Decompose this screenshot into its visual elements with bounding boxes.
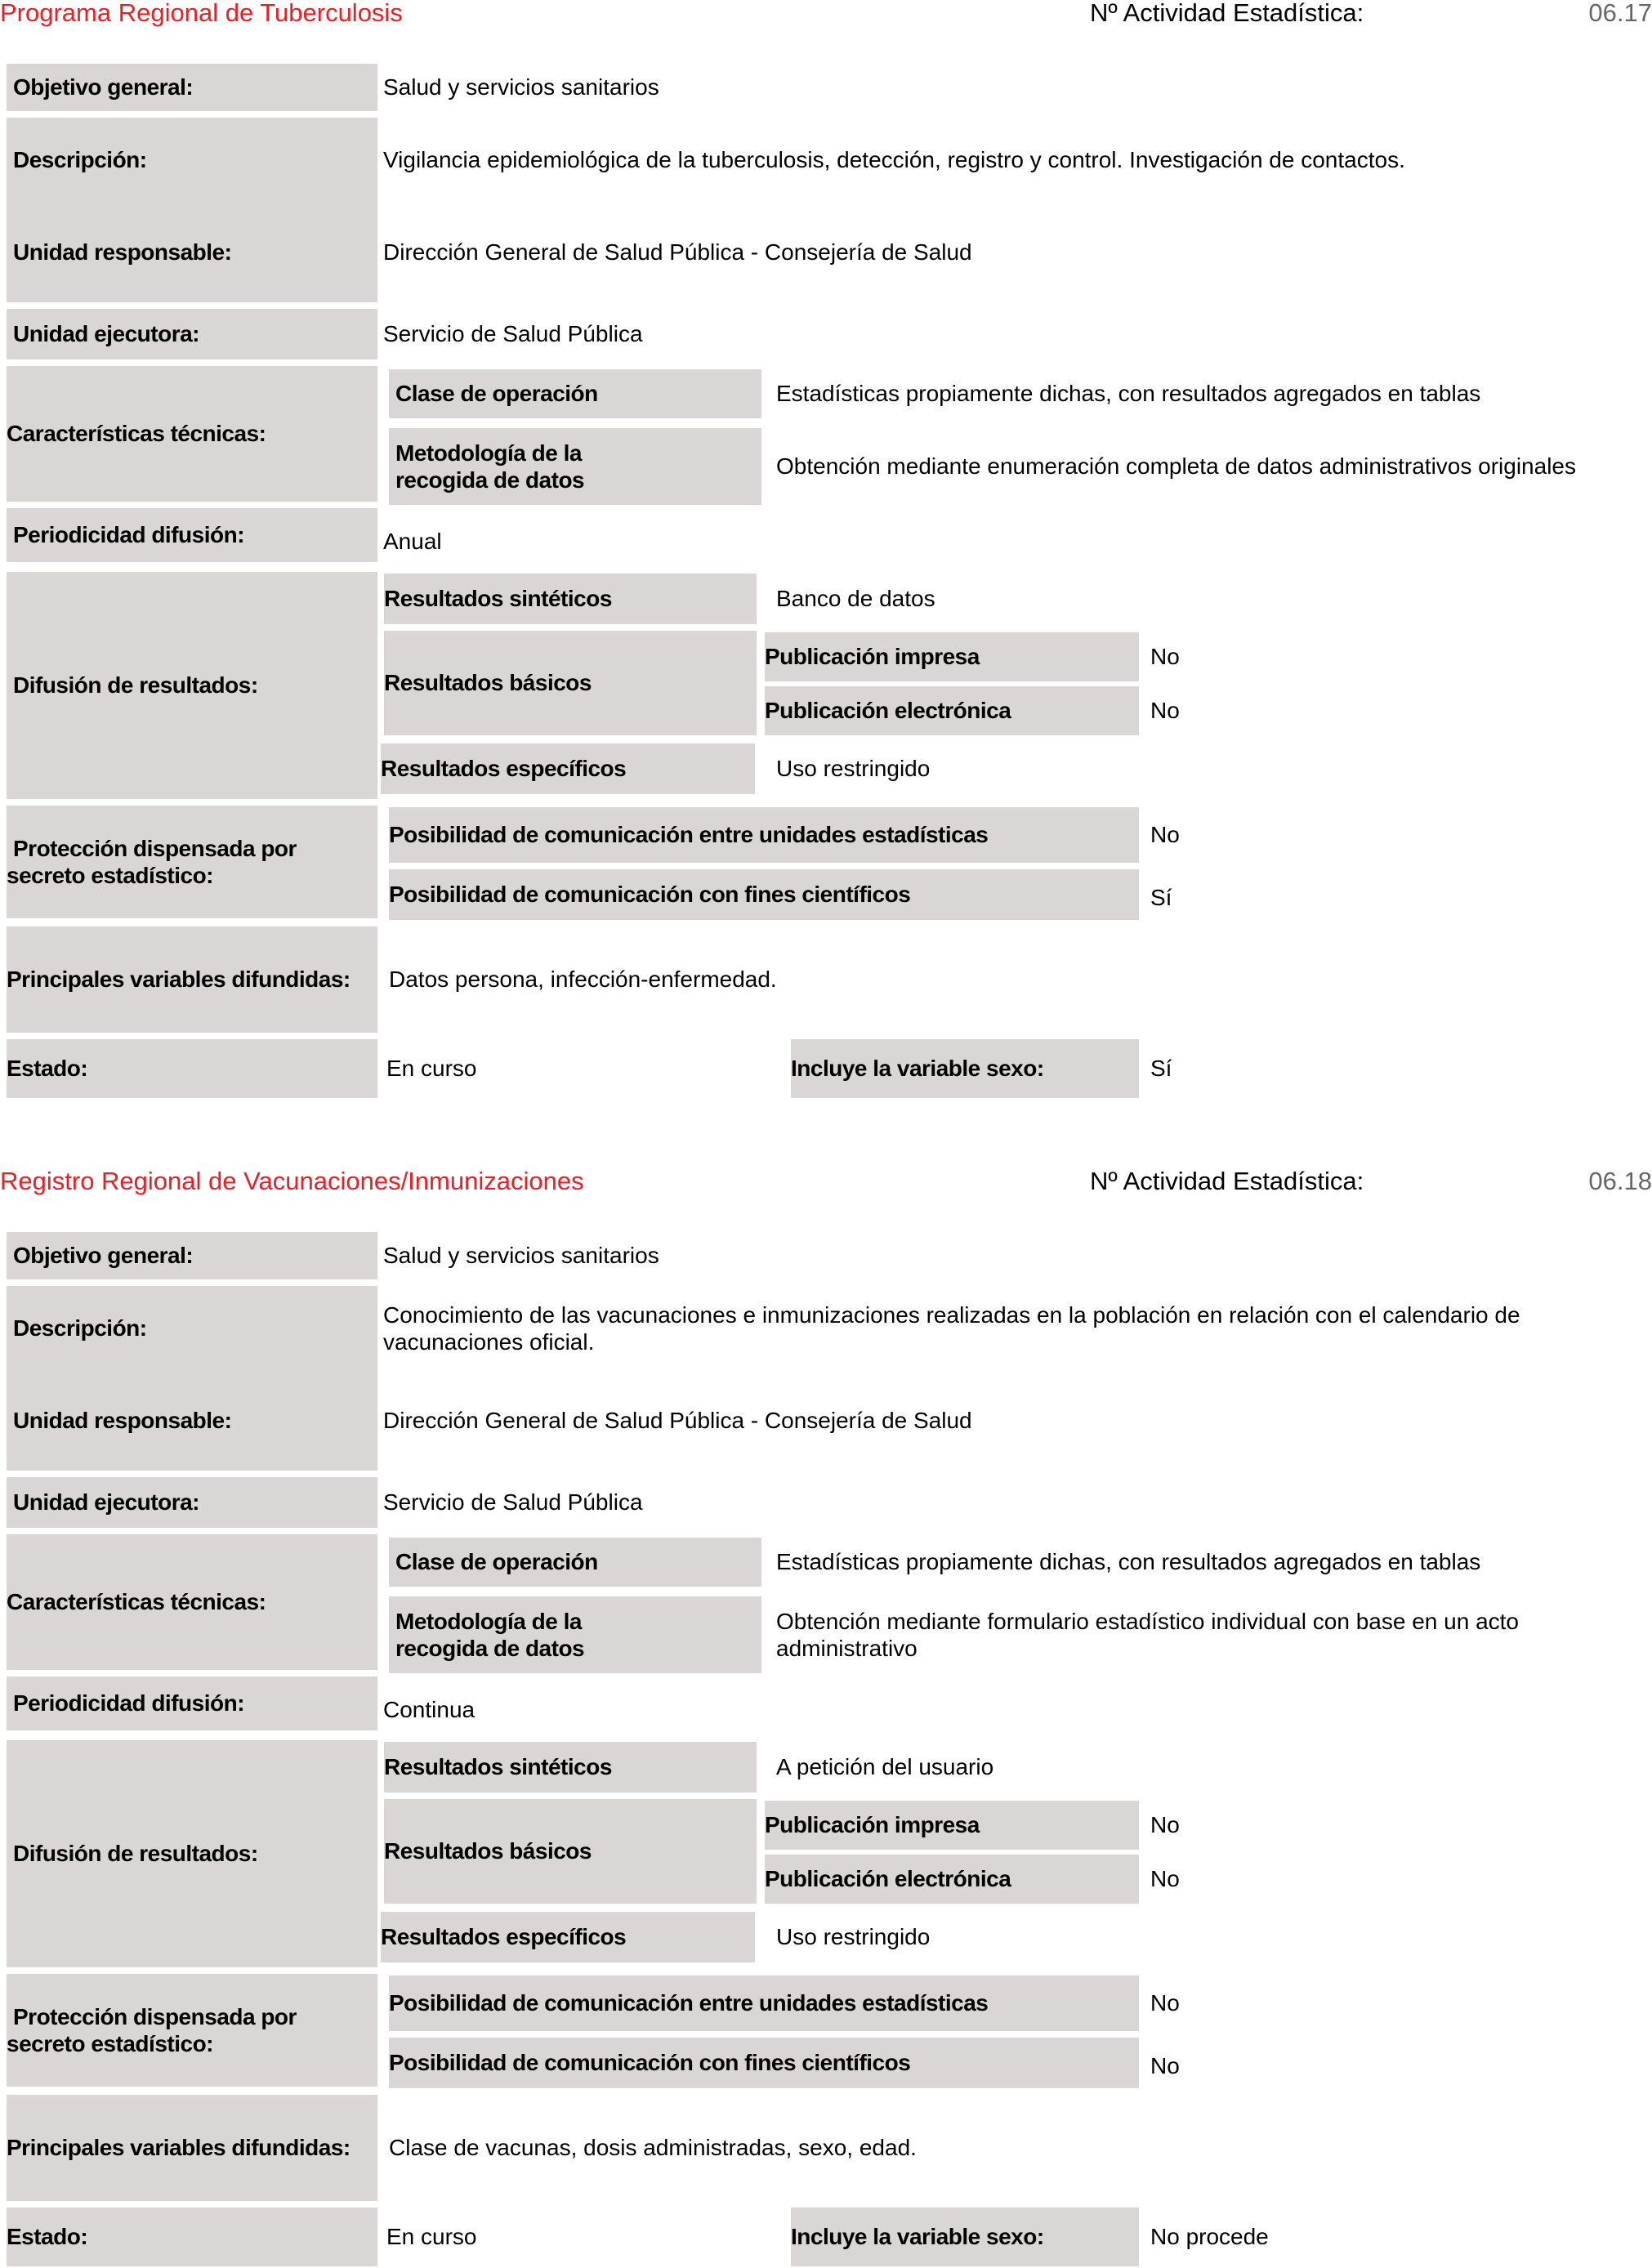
variables-label: Principales variables difundidas: <box>7 926 377 1033</box>
difusion-label: Difusión de resultados: <box>7 572 377 799</box>
especificos-label: Resultados específicos <box>381 1912 755 1962</box>
unidad-ejecutora-value: Servicio de Salud Pública <box>383 321 643 347</box>
electronica-label: Publicación electrónica <box>765 686 1139 735</box>
comunicacion-unidades-label: Posibilidad de comunicación entre unidades estadísticas <box>389 807 1139 863</box>
unidad-ejecutora-value: Servicio de Salud Pública <box>383 1489 643 1516</box>
clase-operacion-label: Clase de operación <box>389 369 761 418</box>
comunicacion-cientificos-value: No <box>1150 2053 1180 2079</box>
estado-value: En curso <box>386 1056 477 1082</box>
objetivo-label: Objetivo general: <box>7 1232 377 1279</box>
comunicacion-cientificos-label: Posibilidad de comunicación con fines científicos <box>389 869 1139 920</box>
variables-value: Clase de vacunas, dosis administradas, sexo, edad. <box>389 2135 917 2161</box>
activity-number-value: 06.17 <box>1588 0 1652 27</box>
estado-label: Estado: <box>7 1039 377 1098</box>
sinteticos-value: A petición del usuario <box>776 1754 994 1780</box>
descripcion-value: Conocimiento de las vacunaciones e inmunizaciones realizadas en la población en relación con el calendario de vacunaciones oficial. <box>383 1301 1520 1355</box>
sexo-value: No procede <box>1150 2224 1269 2250</box>
metodologia-value: Obtención mediante enumeración completa de datos administrativos originales <box>776 453 1576 480</box>
comunicacion-unidades-label: Posibilidad de comunicación entre unidades estadísticas <box>389 1976 1139 2031</box>
activity-title: Programa Regional de Tuberculosis <box>0 0 403 27</box>
difusion-label: Difusión de resultados: <box>7 1740 377 1967</box>
impresa-value: No <box>1150 644 1180 670</box>
metodologia-label: Metodología de la recogida de datos <box>389 1596 761 1673</box>
unidad-ejecutora-label: Unidad ejecutora: <box>7 1477 377 1528</box>
periodicidad-label: Periodicidad difusión: <box>7 508 377 562</box>
caracteristicas-label: Características técnicas: <box>7 366 377 502</box>
unidad-ejecutora-label: Unidad ejecutora: <box>7 309 377 359</box>
caracteristicas-label: Características técnicas: <box>7 1534 377 1670</box>
estado-value: En curso <box>386 2224 477 2250</box>
sinteticos-value: Banco de datos <box>776 586 935 612</box>
impresa-label: Publicación impresa <box>765 632 1139 681</box>
clase-operacion-label: Clase de operación <box>389 1538 761 1587</box>
basicos-label: Resultados básicos <box>384 1799 757 1904</box>
unidad-responsable-label: Unidad responsable: <box>7 203 377 302</box>
unidad-responsable-label: Unidad responsable: <box>7 1371 377 1471</box>
descripcion-label: Descripción: <box>7 118 377 203</box>
proteccion-label: Protección dispensada por secreto estadístico: <box>7 1974 377 2087</box>
activity-title: Registro Regional de Vacunaciones/Inmunizaciones <box>0 1167 584 1195</box>
unidad-responsable-value: Dirección General de Salud Pública - Consejería de Salud <box>383 239 972 266</box>
especificos-label: Resultados específicos <box>381 743 755 794</box>
periodicidad-value: Continua <box>383 1697 476 1723</box>
sexo-value: Sí <box>1150 1056 1172 1082</box>
impresa-label: Publicación impresa <box>765 1801 1139 1850</box>
objetivo-value: Salud y servicios sanitarios <box>383 1243 659 1269</box>
activity-section-0618 <box>0 1168 1652 2268</box>
electronica-label: Publicación electrónica <box>765 1855 1139 1904</box>
sexo-label: Incluye la variable sexo: <box>791 2208 1139 2266</box>
activity-number-value: 06.18 <box>1588 1167 1652 1195</box>
comunicacion-cientificos-value: Sí <box>1150 885 1172 911</box>
impresa-value: No <box>1150 1812 1180 1838</box>
proteccion-label: Protección dispensada por secreto estadístico: <box>7 806 377 918</box>
electronica-value: No <box>1150 698 1180 724</box>
periodicidad-value: Anual <box>383 529 442 555</box>
variables-value: Datos persona, infección-enfermedad. <box>389 967 777 993</box>
activity-section-0617 <box>0 0 1652 1127</box>
metodologia-value: Obtención mediante formulario estadístico individual con base en un acto administrativo <box>776 1608 1519 1661</box>
objetivo-label: Objetivo general: <box>7 64 377 111</box>
comunicacion-cientificos-label: Posibilidad de comunicación con fines científicos <box>389 2038 1139 2088</box>
comunicacion-unidades-value: No <box>1150 1990 1180 2016</box>
unidad-responsable-value: Dirección General de Salud Pública - Consejería de Salud <box>383 1408 972 1434</box>
activity-number-label: Nº Actividad Estadística: <box>1090 1167 1364 1195</box>
clase-operacion-value: Estadísticas propiamente dichas, con resultados agregados en tablas <box>776 381 1481 407</box>
sinteticos-label: Resultados sintéticos <box>384 1742 757 1793</box>
variables-label: Principales variables difundidas: <box>7 2095 377 2201</box>
especificos-value: Uso restringido <box>776 1924 931 1950</box>
especificos-value: Uso restringido <box>776 756 931 782</box>
clase-operacion-value: Estadísticas propiamente dichas, con resultados agregados en tablas <box>776 1549 1481 1575</box>
basicos-label: Resultados básicos <box>384 631 757 735</box>
metodologia-label: Metodología de la recogida de datos <box>389 428 761 505</box>
objetivo-value: Salud y servicios sanitarios <box>383 74 659 100</box>
electronica-value: No <box>1150 1866 1180 1892</box>
periodicidad-label: Periodicidad difusión: <box>7 1676 377 1730</box>
sexo-label: Incluye la variable sexo: <box>791 1039 1139 1098</box>
descripcion-value: Vigilancia epidemiológica de la tuberculosis, detección, registro y control. Investigación de contactos. <box>383 147 1405 173</box>
comunicacion-unidades-value: No <box>1150 822 1180 848</box>
sinteticos-label: Resultados sintéticos <box>384 574 757 624</box>
descripcion-label: Descripción: <box>7 1286 377 1371</box>
activity-number-label: Nº Actividad Estadística: <box>1090 0 1364 27</box>
estado-label: Estado: <box>7 2208 377 2266</box>
